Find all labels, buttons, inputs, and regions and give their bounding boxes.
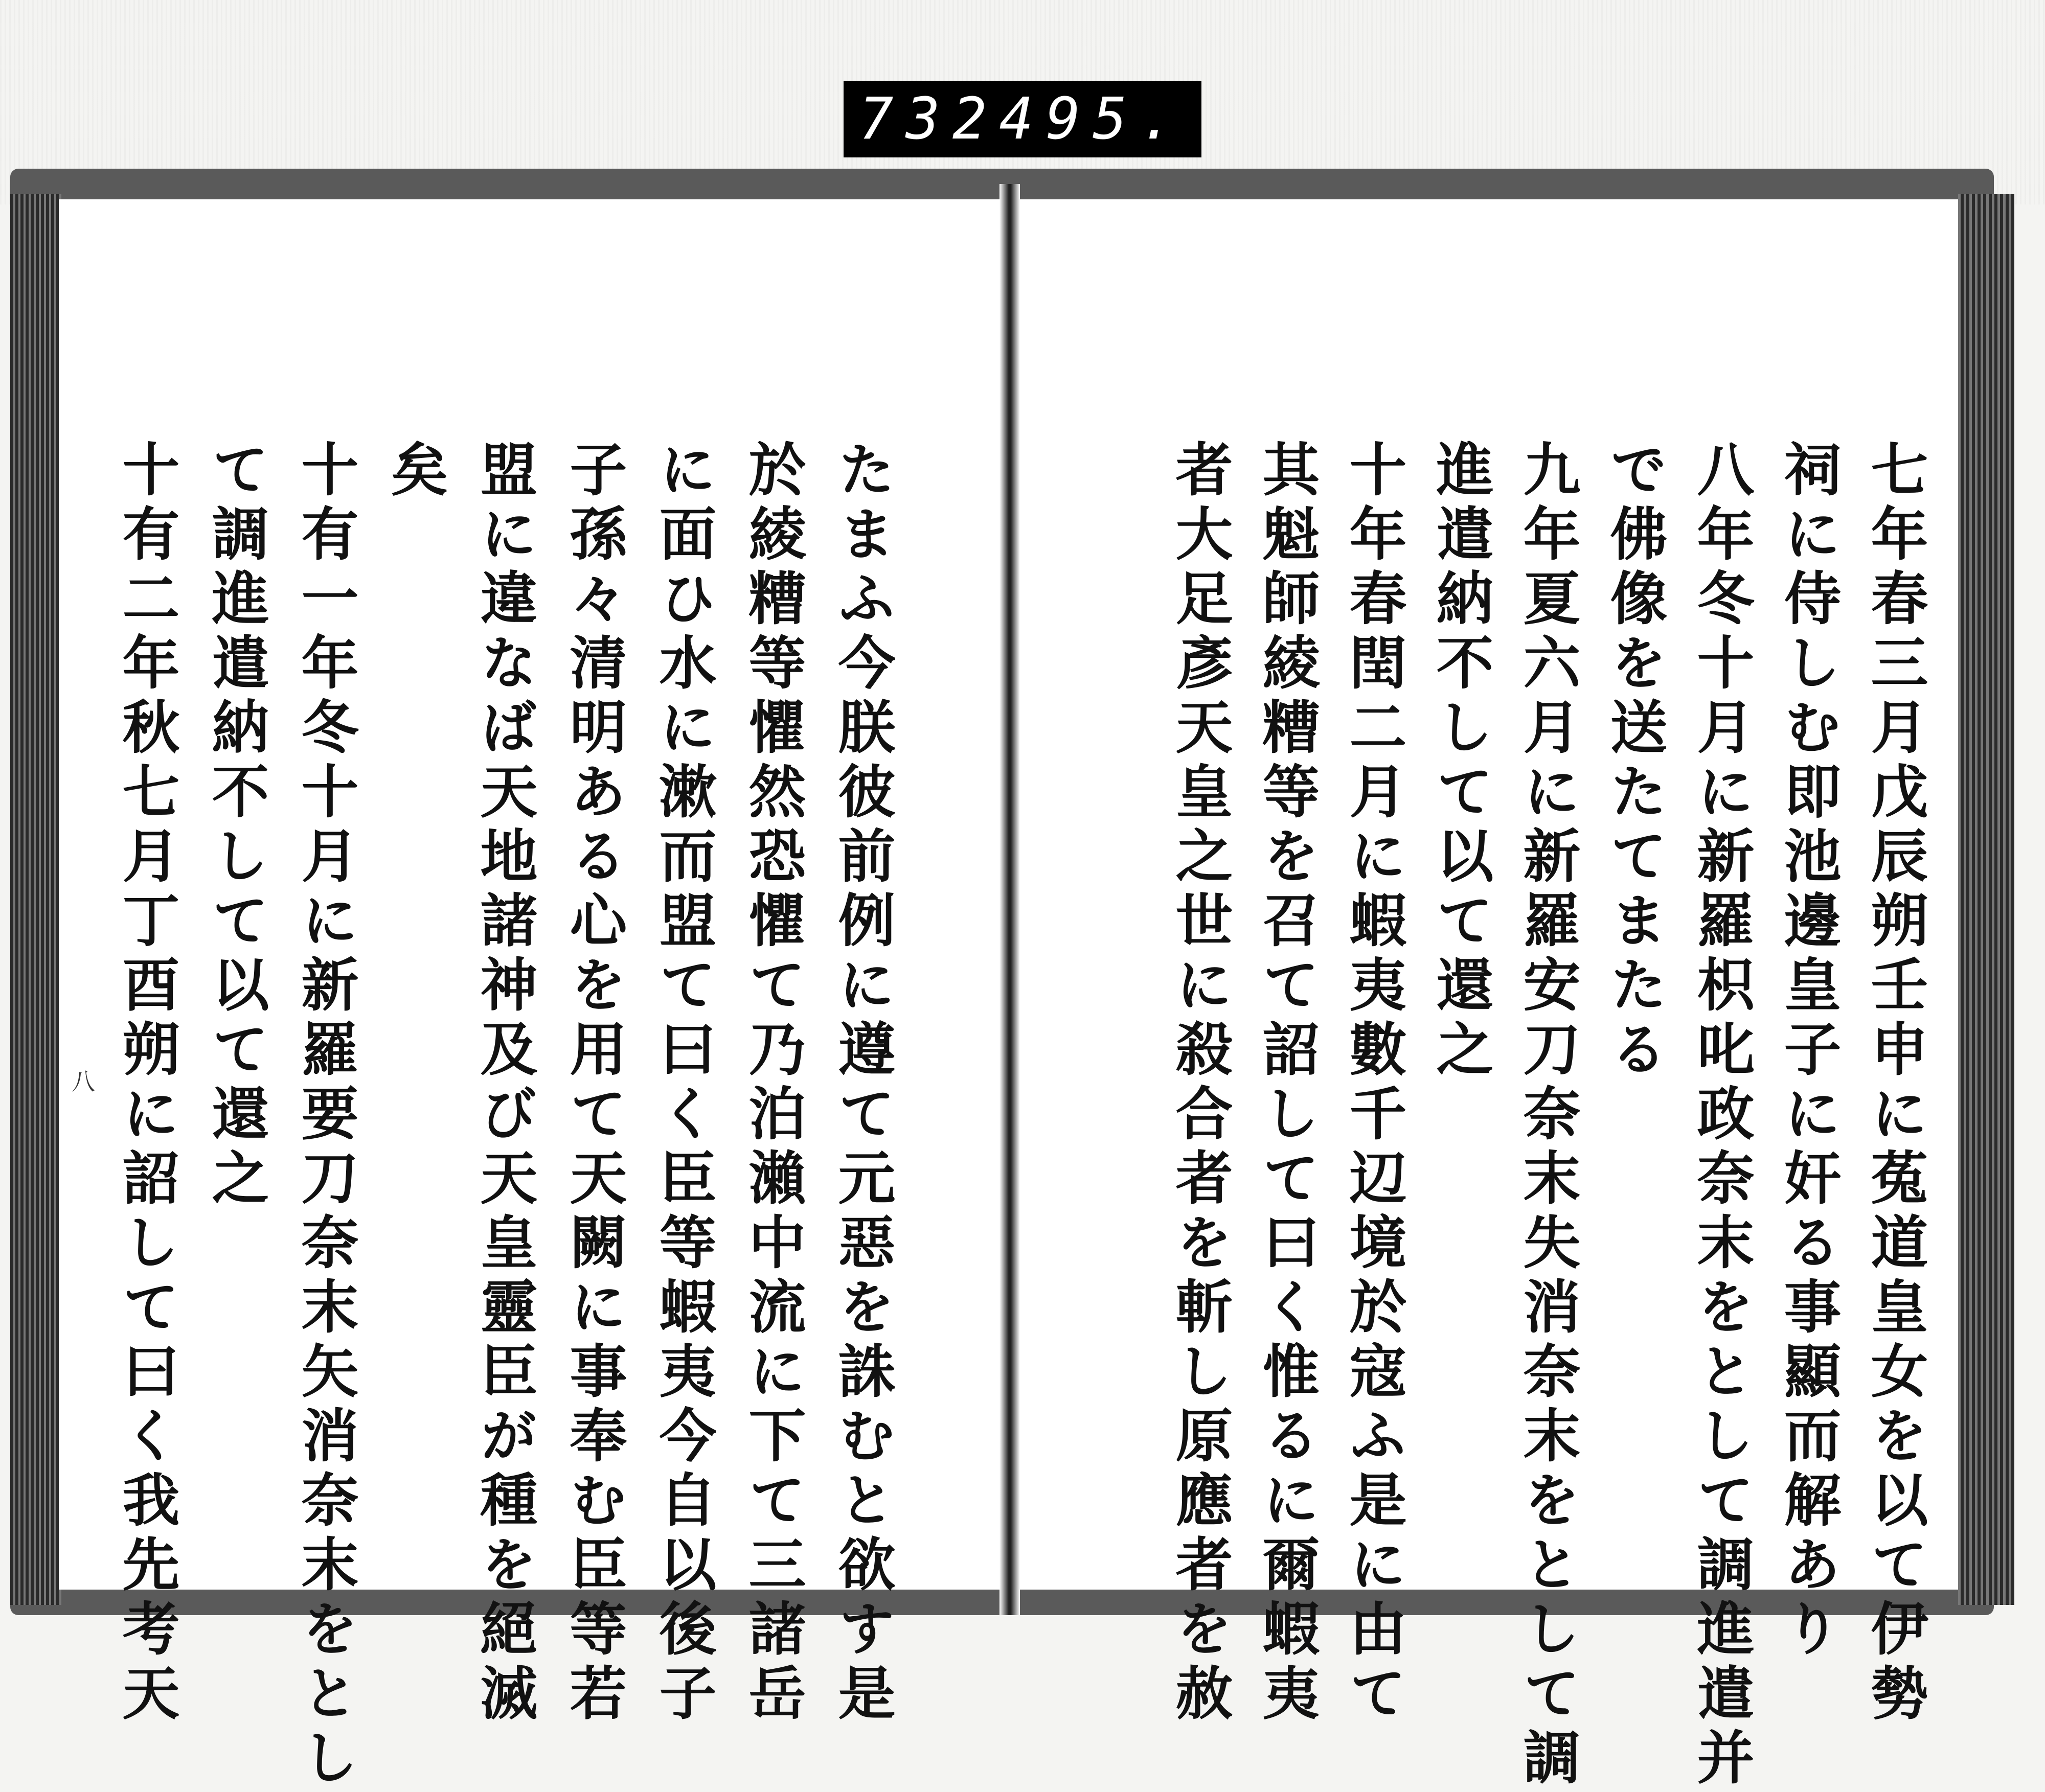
left-column-7: 十有一年冬十月に新羅要刀奈末矢消奈末をとし [292,440,359,1792]
page-edges-right [1958,194,2014,1605]
right-column-5: 九年夏六月に新羅安刀奈末失消奈末をとして調 [1514,440,1581,1792]
catalog-number-left: 732 [859,86,999,152]
left-column-2: 於綾糟等懼然恐懼て乃泊瀨中流に下て三諸岳 [739,440,806,1728]
left-column-4: 子孫々清明ある心を用て天闕に事奉む臣等若 [560,440,627,1728]
right-column-1: 七年春三月戊辰朔壬申に菟道皇女を以て伊勢 [1861,440,1928,1728]
right-column-6: 進遣納不して以て還之 [1427,440,1494,1084]
right-column-8: 其魁師綾糟等を召て詔して曰く惟るに爾蝦夷 [1253,440,1320,1728]
left-column-6: 矣 [381,440,448,504]
left-column-1: たまふ今朕彼前例に遵て元惡を誅むと欲す是 [829,440,896,1728]
left-column-8: て調進遣納不して以て還之 [202,440,269,1212]
right-column-7: 十年春閏二月に蝦夷數千辺境於寇ふ是に由て [1340,440,1407,1728]
right-column-3: 八年冬十月に新羅枳叱政奈末をとして調進遣并 [1688,440,1755,1792]
page-edges-left [10,194,61,1605]
left-column-3: に面ひ水に漱而盟て曰く臣等蝦夷今自以後子 [650,440,717,1728]
right-column-9: 者大足彥天皇之世に殺合者を斬し原應者を赦 [1166,440,1233,1728]
page-number: 八 [72,1068,95,1095]
catalog-number-right: 495. [999,86,1187,152]
left-column-9: 十有二年秋七月丁酉朔に詔して曰く我先考天 [113,440,180,1728]
right-column-2: 祠に侍しむ即池邊皇子に奸る事顯而解あり [1775,440,1842,1663]
right-column-4: で佛像を送たてまたる [1601,440,1668,1084]
catalog-label [844,81,1201,157]
left-column-5: 盟に違なば天地諸神及び天皇靈臣が種を絕滅 [471,440,538,1728]
book-gutter [999,184,1020,1615]
